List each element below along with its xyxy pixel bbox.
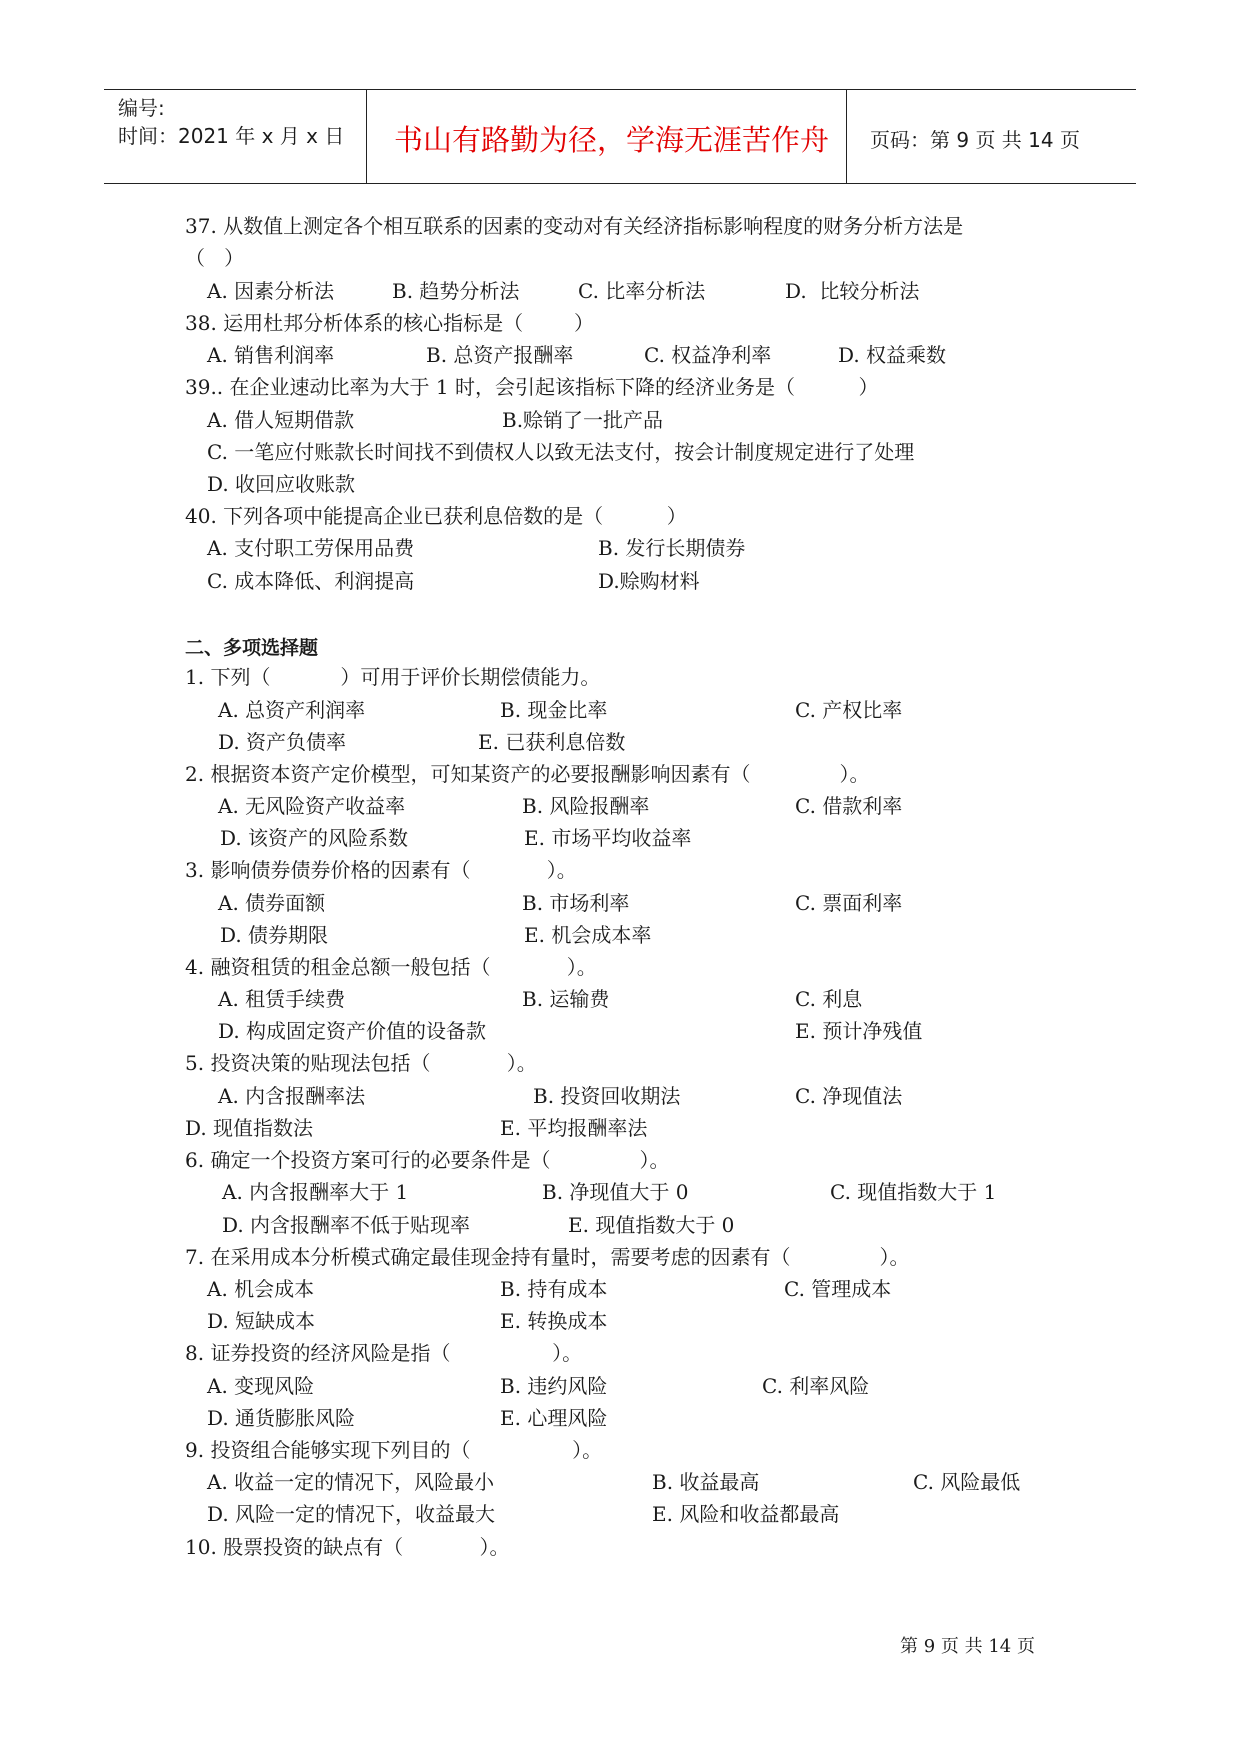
question-38-stem: 38. 运用杜邦分析体系的核心指标是（ ） (185, 311, 595, 335)
question-40-option-a: A. 支付职工劳保用品费 (207, 536, 415, 560)
question-40-option-c: C. 成本降低、利润提高 (207, 569, 415, 593)
question-39-stem: 39.. 在企业速动比率为大于 1 时，会引起该指标下降的经济业务是（ ） (185, 375, 879, 399)
mq4-stem: 4. 融资租赁的租金总额一般包括（ ）。 (185, 955, 597, 979)
mq6-option-e: E. 现值指数大于 0 (568, 1213, 735, 1237)
mq9-option-c: C. 风险最低 (913, 1470, 1021, 1494)
question-40-stem: 40. 下列各项中能提高企业已获利息倍数的是（ ） (185, 504, 687, 528)
mq4-option-b: B. 运输费 (522, 987, 610, 1011)
mq7-option-b: B. 持有成本 (500, 1277, 608, 1301)
mq4-option-c: C. 利息 (795, 987, 863, 1011)
question-38-option-d: D. 权益乘数 (838, 343, 947, 367)
mq1-option-c: C. 产权比率 (795, 698, 903, 722)
mq7-option-a: A. 机会成本 (207, 1277, 315, 1301)
mq10-stem: 10. 股票投资的缺点有（ ）。 (185, 1535, 510, 1559)
time-label: 时间：2021 年 x 月 x 日 (118, 124, 345, 148)
serial-number-label: 编号: (118, 96, 165, 120)
mq5-option-d: D. 现值指数法 (185, 1116, 314, 1140)
mq2-option-c: C. 借款利率 (795, 794, 903, 818)
mq8-option-c: C. 利率风险 (762, 1374, 870, 1398)
header-page-info: 页码：第 9 页 共 14 页 (870, 128, 1080, 152)
mq8-option-a: A. 变现风险 (207, 1374, 315, 1398)
mq5-option-a: A. 内含报酬率法 (218, 1084, 366, 1108)
mq8-option-d: D. 通货膨胀风险 (207, 1406, 356, 1430)
section-2-heading: 二、多项选择题 (185, 637, 319, 659)
mq3-stem: 3. 影响债券债券价格的因素有（ ）。 (185, 858, 577, 882)
mq6-option-c: C. 现值指数大于 1 (830, 1180, 997, 1204)
question-39-option-b: B.赊销了一批产品 (502, 408, 664, 432)
mq3-option-d: D. 债券期限 (220, 923, 329, 947)
mq1-stem: 1. 下列（ ）可用于评价长期偿债能力。 (185, 665, 601, 689)
question-38-option-b: B. 总资产报酬率 (426, 343, 574, 367)
mq8-option-e: E. 心理风险 (500, 1406, 608, 1430)
mq2-option-a: A. 无风险资产收益率 (218, 794, 406, 818)
question-37-option-d: D. 比较分析法 (785, 279, 920, 303)
question-38-option-a: A. 销售利润率 (207, 343, 335, 367)
mq3-option-e: E. 机会成本率 (524, 923, 652, 947)
mq8-stem: 8. 证券投资的经济风险是指（ ）。 (185, 1341, 583, 1365)
mq3-option-c: C. 票面利率 (795, 891, 903, 915)
mq6-stem: 6. 确定一个投资方案可行的必要条件是（ ）。 (185, 1148, 670, 1172)
mq5-stem: 5. 投资决策的贴现法包括（ ）。 (185, 1051, 537, 1075)
question-37-option-a: A. 因素分析法 (207, 279, 335, 303)
mq1-option-d: D. 资产负债率 (218, 730, 347, 754)
mq3-option-a: A. 债券面额 (218, 891, 326, 915)
question-40-option-b: B. 发行长期债券 (598, 536, 746, 560)
mq7-stem: 7. 在采用成本分析模式确定最佳现金持有量时，需要考虑的因素有（ ）。 (185, 1245, 910, 1269)
mq6-option-a: A. 内含报酬率大于 1 (222, 1180, 409, 1204)
question-37-stem: 37. 从数值上测定各个相互联系的因素的变动对有关经济指标影响程度的财务分析方法是 (185, 214, 964, 238)
mq7-option-c: C. 管理成本 (784, 1277, 892, 1301)
question-39-option-a: A. 借人短期借款 (207, 408, 355, 432)
mq7-option-d: D. 短缺成本 (207, 1309, 316, 1333)
mq2-option-d: D. 该资产的风险系数 (220, 826, 409, 850)
mq1-option-a: A. 总资产利润率 (218, 698, 366, 722)
mq9-option-e: E. 风险和收益都最高 (652, 1502, 840, 1526)
mq4-option-d: D. 构成固定资产价值的设备款 (218, 1019, 487, 1043)
mq2-option-b: B. 风险报酬率 (522, 794, 650, 818)
question-39-option-c: C. 一笔应付账款长时间找不到债权人以致无法支付，按会计制度规定进行了处理 (207, 440, 915, 464)
mq5-option-e: E. 平均报酬率法 (500, 1116, 648, 1140)
mq4-option-e: E. 预计净残值 (795, 1019, 923, 1043)
page-footer: 第 9 页 共 14 页 (900, 1636, 1035, 1657)
mq2-stem: 2. 根据资本资产定价模型，可知某资产的必要报酬影响因素有（ ）。 (185, 762, 870, 786)
mq9-option-d: D. 风险一定的情况下，收益最大 (207, 1502, 496, 1526)
motto-text: 书山有路勤为径，学海无涯苦作舟 (394, 123, 830, 157)
mq9-option-b: B. 收益最高 (652, 1470, 760, 1494)
mq1-option-b: B. 现金比率 (500, 698, 608, 722)
mq7-option-e: E. 转换成本 (500, 1309, 608, 1333)
mq6-option-b: B. 净现值大于 0 (542, 1180, 689, 1204)
question-37-option-c: C. 比率分析法 (578, 279, 706, 303)
question-39-option-d: D. 收回应收账款 (207, 472, 356, 496)
mq9-stem: 9. 投资组合能够实现下列目的（ ）。 (185, 1438, 603, 1462)
question-38-option-c: C. 权益净利率 (644, 343, 772, 367)
mq2-option-e: E. 市场平均收益率 (524, 826, 692, 850)
mq3-option-b: B. 市场利率 (522, 891, 630, 915)
mq4-option-a: A. 租赁手续费 (218, 987, 346, 1011)
question-40-option-d: D.赊购材料 (598, 569, 700, 593)
question-37-paren: （ ） (185, 246, 245, 270)
mq1-option-e: E. 已获利息倍数 (478, 730, 626, 754)
mq5-option-c: C. 净现值法 (795, 1084, 903, 1108)
mq6-option-d: D. 内含报酬率不低于贴现率 (222, 1213, 471, 1237)
mq8-option-b: B. 违约风险 (500, 1374, 608, 1398)
mq5-option-b: B. 投资回收期法 (533, 1084, 681, 1108)
mq9-option-a: A. 收益一定的情况下，风险最小 (207, 1470, 495, 1494)
question-37-option-b: B. 趋势分析法 (392, 279, 520, 303)
